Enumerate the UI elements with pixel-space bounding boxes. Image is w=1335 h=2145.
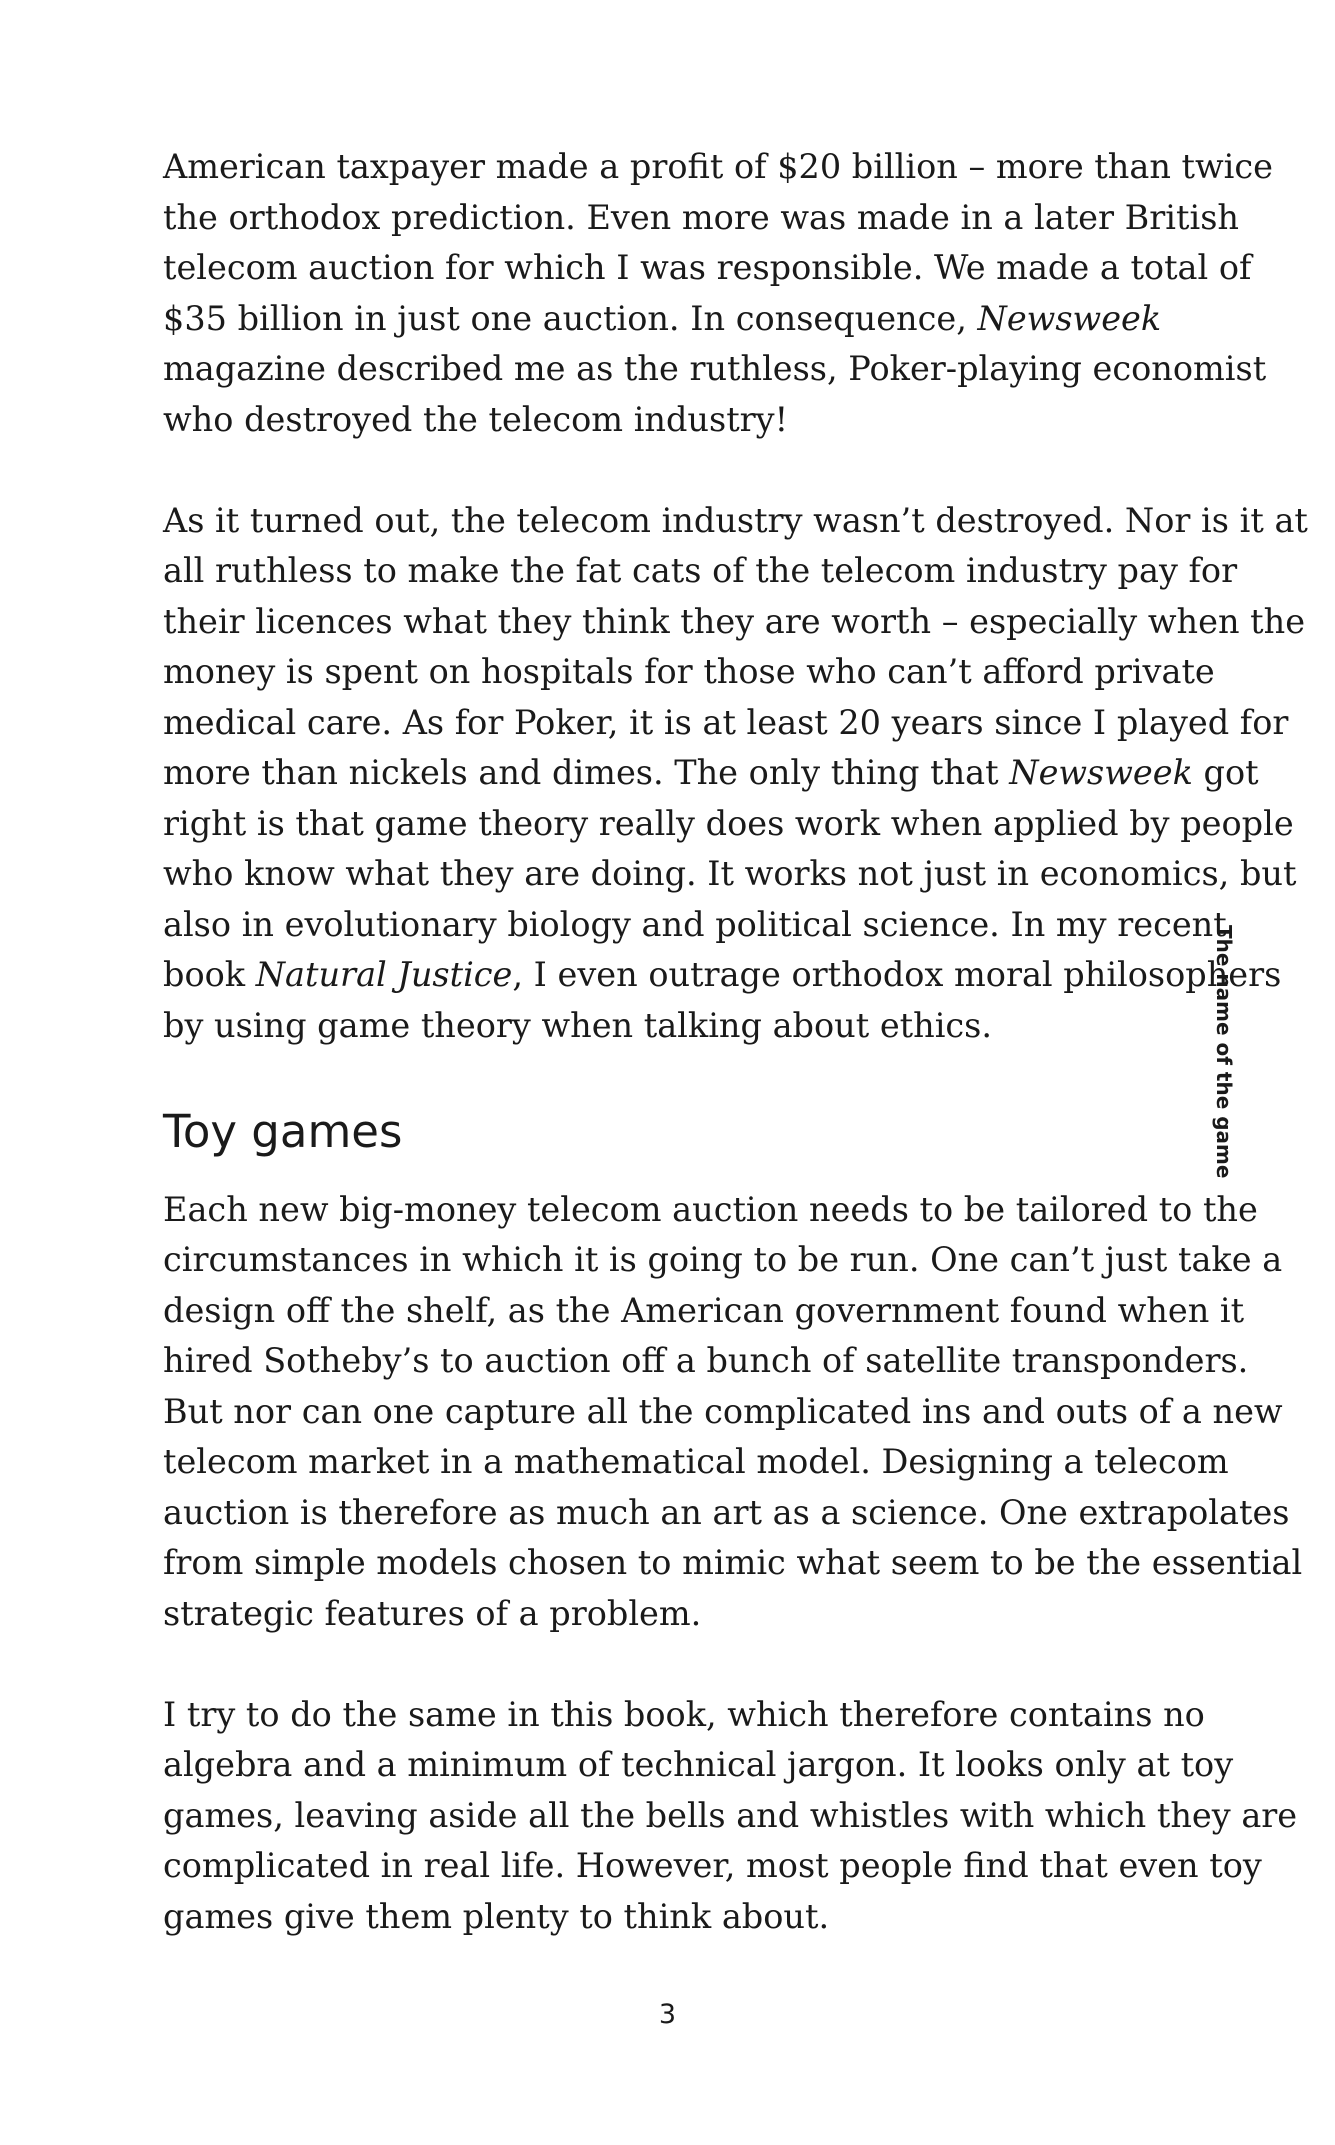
text-line: hired Sotheby’s to auction off a bunch of satellite transponders. bbox=[163, 1341, 1249, 1380]
text-line: money is spent on hospitals for those who can’t afford private bbox=[163, 652, 1215, 691]
line-text: got bbox=[1192, 753, 1259, 792]
paragraph bbox=[163, 1690, 1298, 1943]
text-line: complicated in real life. However, most people find that even toy bbox=[163, 1846, 1262, 1885]
text-line: I try to do the same in this book, which therefore contains no bbox=[163, 1694, 1205, 1734]
text-line: games, leaving aside all the bells and whistles with which they are bbox=[163, 1795, 1298, 1835]
page-number: 3 bbox=[658, 1999, 677, 2030]
italic-title: Newsweek bbox=[1009, 753, 1193, 792]
text-line: algebra and a minimum of technical jargon. It looks only at toy bbox=[163, 1745, 1234, 1784]
paragraph bbox=[163, 1185, 1303, 1640]
text-line: by using game theory when talking about ethics. bbox=[163, 1005, 993, 1045]
paragraph bbox=[163, 142, 1273, 445]
italic-title: Natural Justice bbox=[255, 955, 513, 994]
text-line: telecom market in a mathematical model. Designing a telecom bbox=[163, 1442, 1229, 1481]
text-line: who know what they are doing. It works not just in economics, but bbox=[163, 854, 1297, 893]
running-head: The name of the game bbox=[1212, 925, 1236, 1179]
text-line: from simple models chosen to mimic what seem to be the essential bbox=[163, 1543, 1303, 1582]
text-line: the orthodox prediction. Even more was made in a later British bbox=[163, 197, 1239, 237]
text-line: all ruthless to make the fat cats of the telecom industry pay for bbox=[163, 551, 1238, 590]
text-line: right is that game theory really does work when applied by people bbox=[163, 803, 1294, 843]
text-line: magazine described me as the ruthless, Poker-playing economist bbox=[163, 349, 1267, 388]
text-line: circumstances in which it is going to be run. One can’t just take a bbox=[163, 1240, 1283, 1279]
line-text: book bbox=[163, 955, 256, 994]
line-text: more than nickels and dimes. The only thing that bbox=[163, 753, 1010, 792]
text-line: telecom auction for which I was responsible. We made a total of bbox=[163, 248, 1252, 287]
text-line: As it turned out, the telecom industry wasn’t destroyed. Nor is it at bbox=[163, 500, 1308, 540]
text-line: But nor can one capture all the complicated ins and outs of a new bbox=[163, 1391, 1283, 1431]
text-line bbox=[163, 950, 1282, 1001]
text-line: strategic features of a problem. bbox=[163, 1593, 702, 1633]
section-heading: Toy games bbox=[163, 1104, 403, 1158]
text-line: auction is therefore as much an art as a science. One extrapolates bbox=[163, 1492, 1290, 1532]
text-line: their licences what they think they are worth – especially when the bbox=[163, 601, 1306, 641]
text-line bbox=[163, 748, 1259, 799]
text-line: games give them plenty to think about. bbox=[163, 1896, 830, 1936]
italic-title: Newsweek bbox=[977, 298, 1162, 338]
text-line: also in evolutionary biology and political science. In my recent bbox=[163, 904, 1227, 944]
text-line: who destroyed the telecom industry! bbox=[163, 399, 789, 439]
text-line: medical care. As for Poker, it is at least 20 years since I played for bbox=[163, 702, 1289, 742]
line-text: , I even outrage orthodox moral philosophers bbox=[512, 955, 1282, 994]
line-text: $35 billion in just one auction. In consequence, bbox=[163, 298, 978, 338]
text-line: American taxpayer made a profit of $20 billion – more than twice bbox=[163, 147, 1273, 186]
text-line bbox=[163, 294, 1203, 345]
text-line: Each new big-money telecom auction needs to be tailored to the bbox=[163, 1189, 1258, 1229]
text-line: design off the shelf, as the American government found when it bbox=[163, 1290, 1245, 1330]
